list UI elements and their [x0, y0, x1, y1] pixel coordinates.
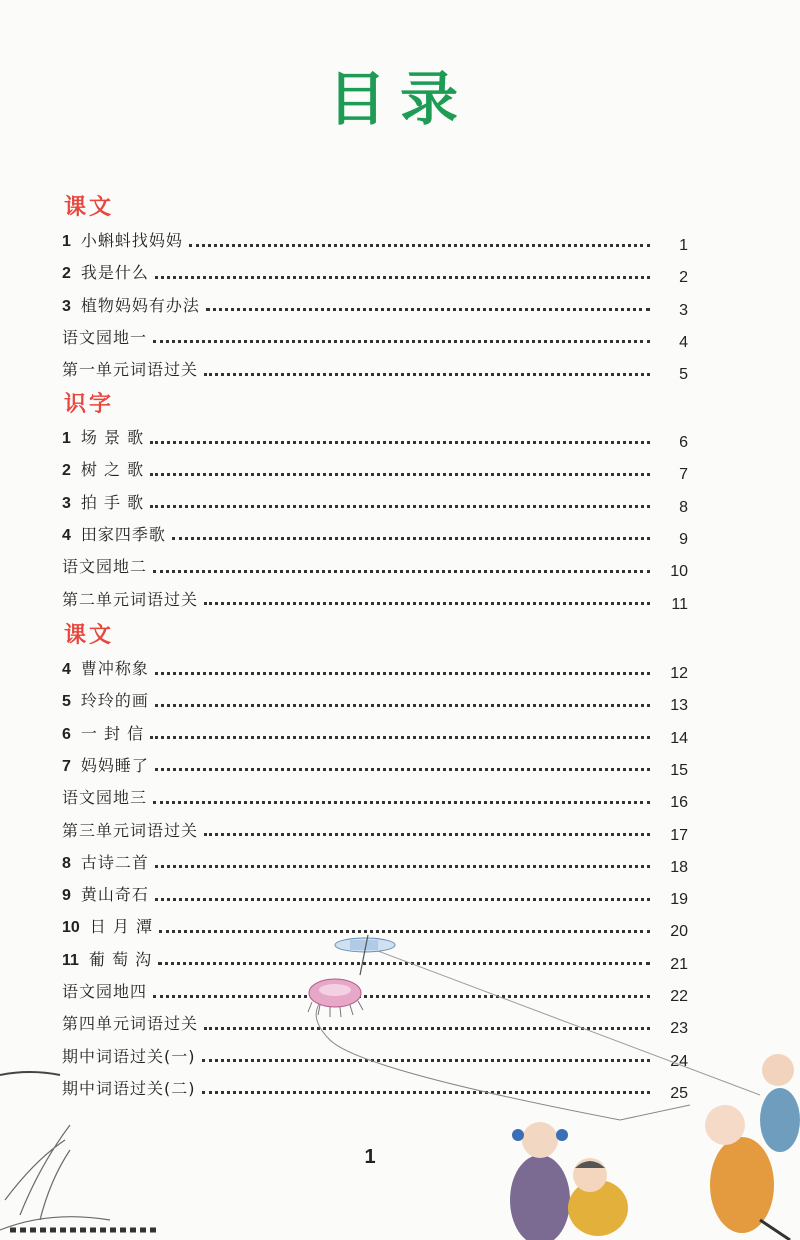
toc-entry-page: 14: [670, 729, 688, 747]
toc-entry-label: 第四单元词语过关: [62, 1014, 199, 1034]
toc-entry-label: 玲玲的画: [80, 691, 149, 711]
toc-entry-number: 1: [62, 233, 71, 250]
toc-entry-number: 9: [62, 887, 71, 905]
toc-entry-label: 小蝌蚪找妈妈: [80, 231, 183, 250]
toc-entry-label: 语文园地四: [62, 982, 148, 1001]
toc-entry-number: 3: [62, 494, 71, 512]
toc-entry-page: 3: [679, 301, 688, 319]
toc-entry-label: 第三单元词语过关: [62, 820, 199, 840]
toc-entry-label: 第二单元词语过关: [62, 589, 199, 609]
toc-entry-number: 2: [62, 265, 71, 283]
section-heading: 课文: [64, 195, 115, 220]
toc-entry-page: 19: [670, 891, 688, 909]
toc-entry-page: 12: [670, 665, 688, 682]
toc-entry-page: 22: [670, 988, 688, 1005]
toc-entry-page: 20: [670, 923, 688, 941]
child-purple-icon: [510, 1122, 570, 1240]
section-heading: 课文: [64, 623, 115, 648]
toc-entry-label: 古诗二首: [80, 852, 149, 872]
toc-entry-label: 我是什么: [80, 263, 149, 283]
toc-entry-page: 5: [679, 366, 688, 384]
toc-entry-label: 妈妈睡了: [80, 755, 149, 775]
toc-entry-label: 语文园地一: [62, 327, 148, 347]
toc-entry-number: 3: [62, 297, 71, 315]
toc-entry-label: 期中词语过关(二): [62, 1078, 196, 1098]
dragonfly-kite-icon: [335, 935, 395, 975]
toc-entry-page: 25: [670, 1084, 688, 1102]
toc-entry-page: 6: [679, 434, 688, 451]
toc-entry-number: 4: [62, 661, 71, 678]
toc-entry-number: 1: [62, 430, 71, 447]
toc-entry-page: 18: [670, 858, 688, 876]
toc-entry-number: 11: [62, 951, 79, 969]
toc-entry-number: 4: [62, 526, 71, 544]
toc-entry-page: 16: [670, 794, 688, 812]
toc-entry-page: 10: [670, 563, 688, 581]
toc-entry-label: 场 景 歌: [80, 428, 145, 447]
child-yellow-icon: [568, 1158, 628, 1236]
toc-entry-label: 语文园地二: [62, 557, 148, 577]
toc-entry-page: 9: [679, 530, 688, 548]
toc-entry-page: 21: [670, 955, 688, 973]
toc-entry-page: 24: [670, 1052, 688, 1070]
toc-entry-page: 11: [671, 595, 688, 613]
toc-entry-label: 日 月 潭: [89, 917, 153, 937]
toc-entry-label: 植物妈妈有办法: [80, 295, 200, 315]
toc-entry-page: 7: [679, 466, 688, 484]
toc-entry-page: 1: [679, 237, 688, 254]
page-title: 目录: [327, 65, 472, 133]
toc-entry-label: 曹冲称象: [80, 659, 149, 678]
toc-entry-number: 6: [62, 725, 71, 743]
toc-entry-label: 树 之 歌: [80, 460, 145, 480]
toc-entry-label: 拍 手 歌: [80, 492, 145, 512]
toc-entry-page: 13: [670, 697, 688, 715]
toc-entry-page: 15: [670, 761, 688, 779]
toc-entry-number: 2: [62, 462, 71, 480]
toc-entry-label: 第一单元词语过关: [62, 360, 199, 380]
toc-entry-label: 黄山奇石: [80, 885, 149, 905]
section-heading: 识字: [64, 392, 115, 417]
toc-entry-page: 23: [670, 1020, 688, 1038]
toc-entry-page: 4: [679, 333, 688, 351]
toc-entry-label: 田家四季歌: [80, 524, 166, 544]
toc-entry-number: 8: [62, 854, 71, 872]
toc-entry-page: 8: [679, 498, 688, 516]
toc-entry-label: 期中词语过关(一): [62, 1046, 196, 1066]
toc-entry-page: 17: [670, 826, 688, 844]
toc-entry-label: 一 封 信: [80, 723, 145, 743]
toc-entry-number: 7: [62, 757, 71, 775]
toc-entry-page: 2: [679, 269, 688, 287]
page-number: 1: [364, 1146, 376, 1168]
toc-entry-label: 葡 萄 沟: [88, 949, 153, 969]
toc-entry-number: 5: [62, 693, 71, 711]
toc-entry-number: 10: [62, 919, 80, 937]
toc-entry-label: 语文园地三: [62, 788, 148, 808]
